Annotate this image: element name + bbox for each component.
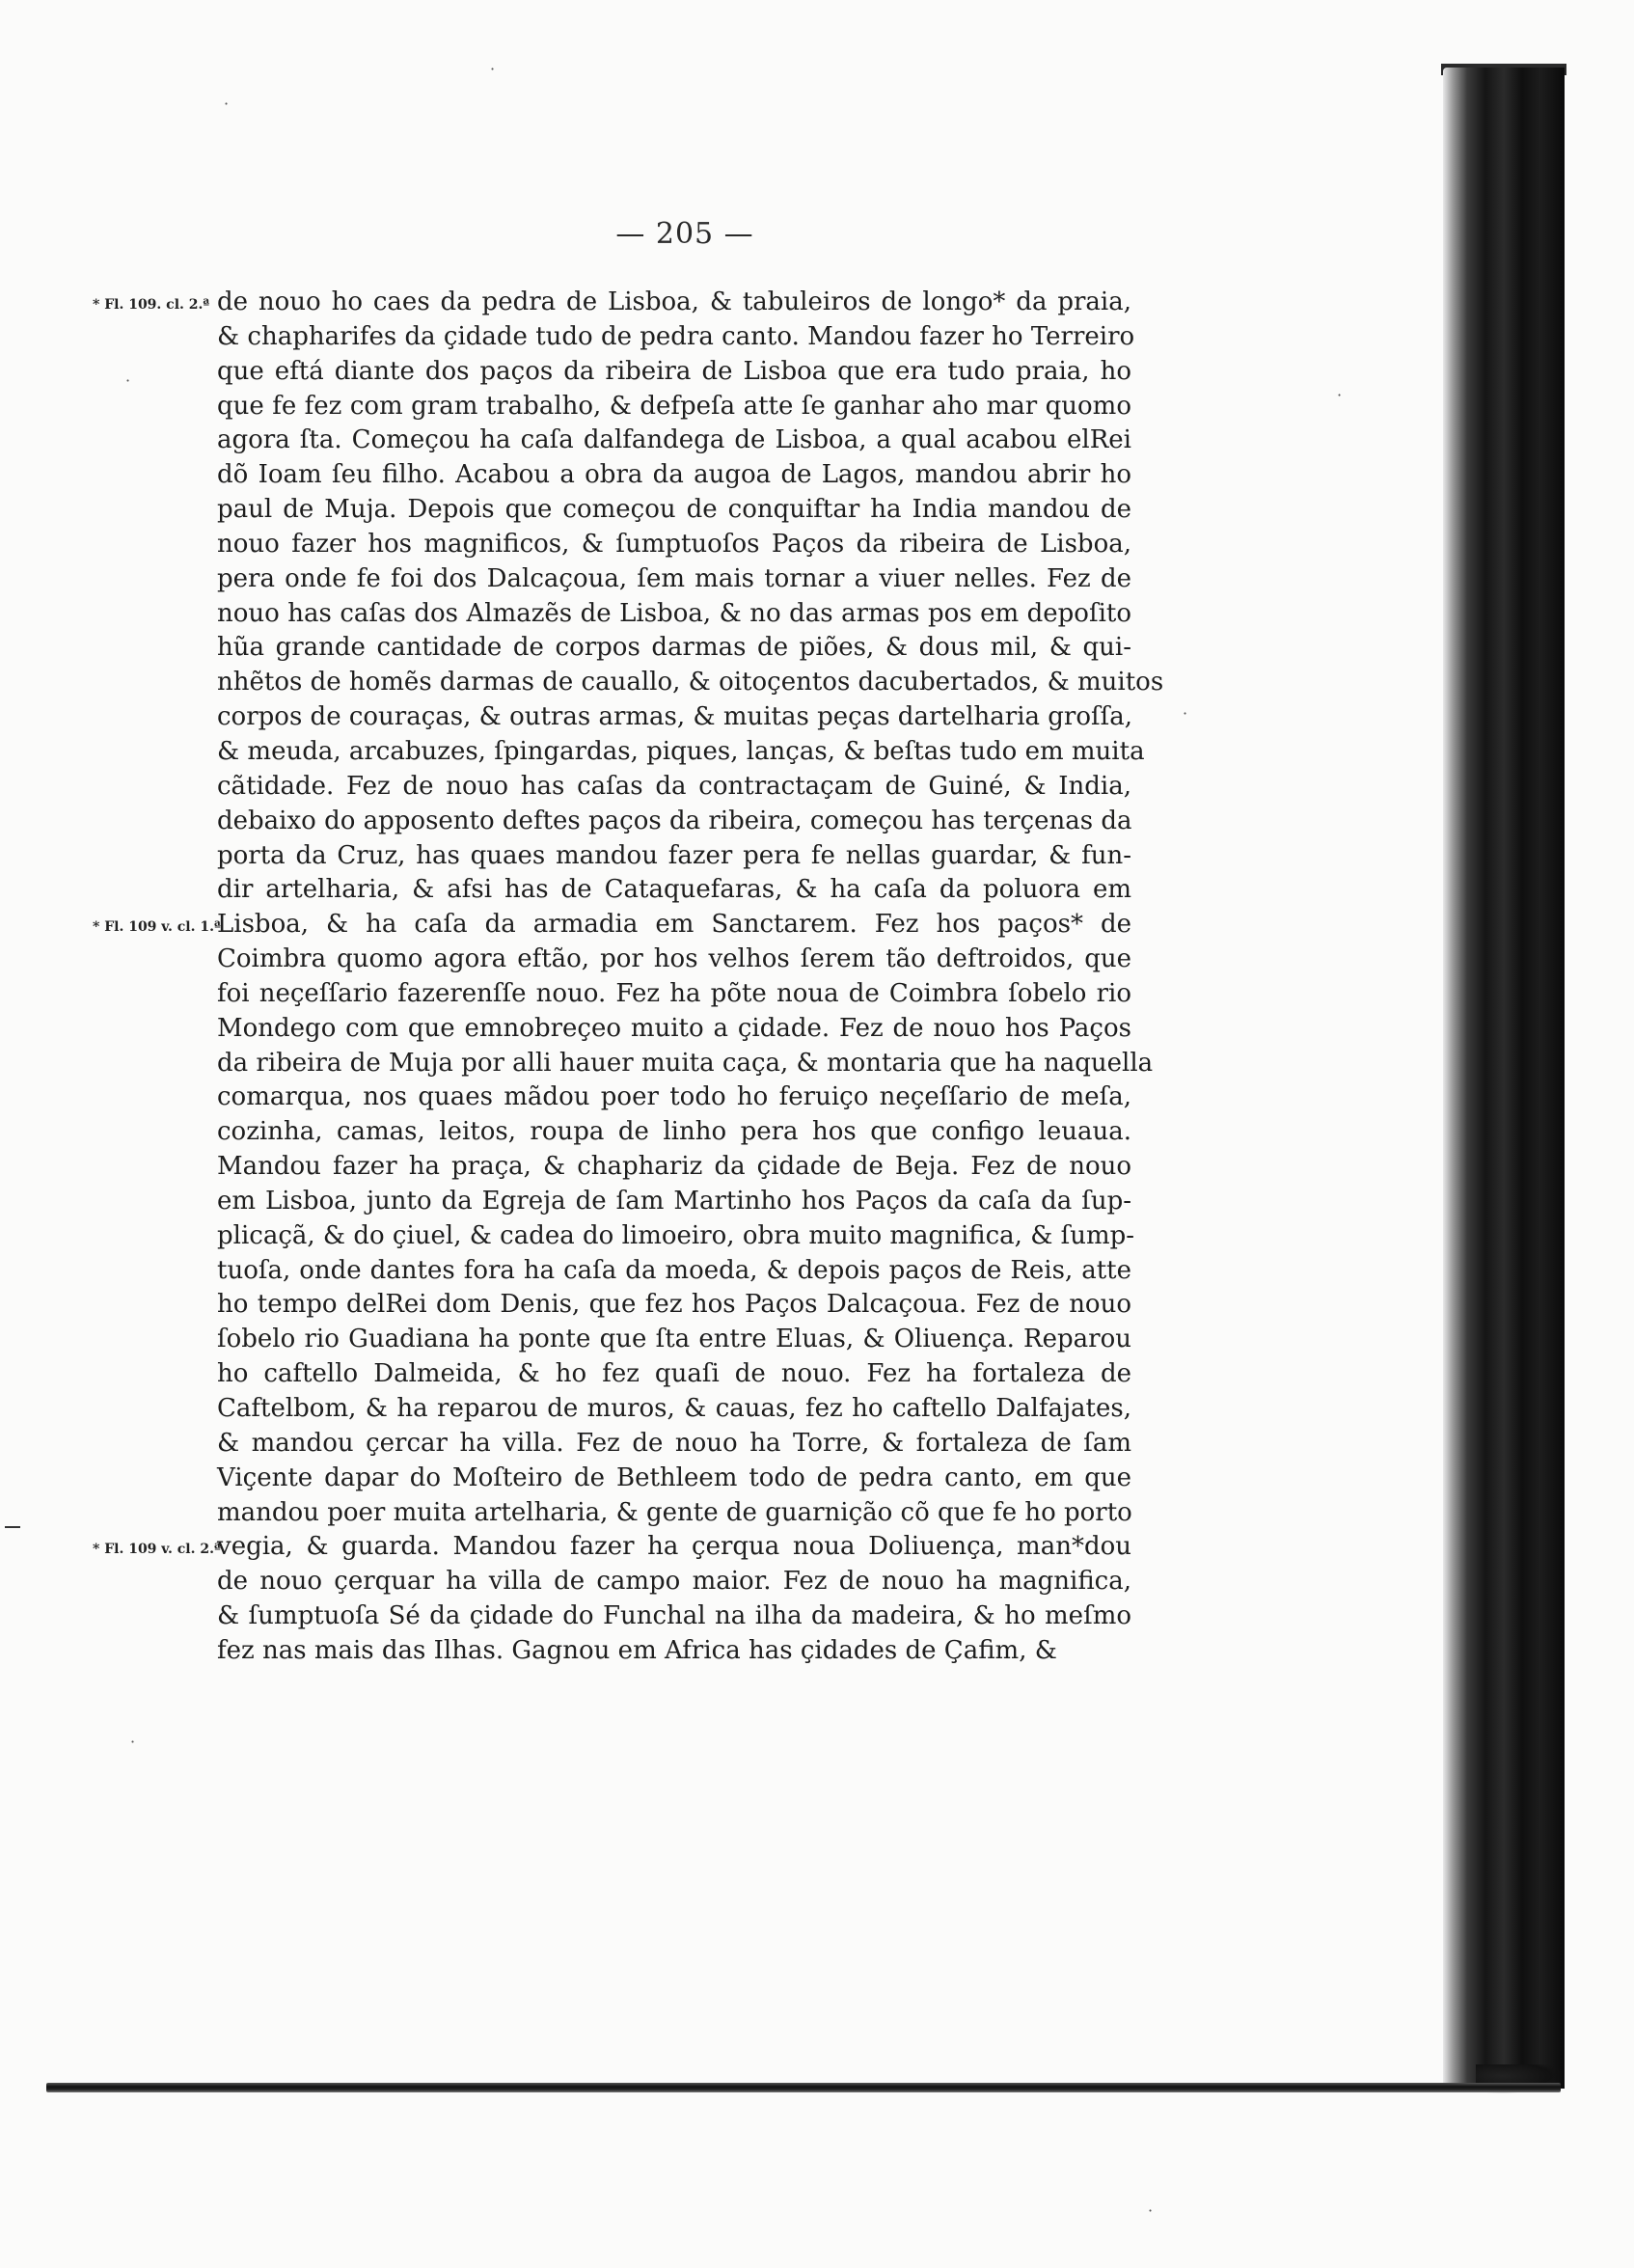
scan-speck: · [1148, 2201, 1154, 2220]
book-binding-edge [1443, 68, 1565, 2089]
body-text [217, 286, 1164, 1669]
bottom-shadow-rule [46, 2083, 1561, 2092]
text-line: hũa grande cantidade de corpos darmas de piões, & dous mil, & qui- [217, 633, 1131, 663]
text-line: agora ſta. Começou ha caſa dalfandega de Lisboa, a qual acabou elRei [217, 425, 1131, 455]
text-line: nouo fazer hos magnificos, & ſumptuoſos Paços da ribeira de Lisboa, [217, 529, 1131, 559]
scan-speck: · [1337, 386, 1343, 404]
text-line: dir artelharia, & afsi has de Cataquefaras, & ha caſa da poluora em [217, 875, 1131, 905]
text-line: vegia, & guarda. Mandou fazer ha çerqua noua Doliuença, man*dou [217, 1532, 1131, 1562]
text-line: que fe fez com gram trabalho, & defpeſa atte ſe ganhar aho mar quomo [217, 391, 1131, 421]
text-line: tuoſa, onde dantes fora ha caſa da moeda, & depois paços de Reis, atte [217, 1255, 1131, 1285]
text-line: Viçente dapar do Moſteiro de Bethleem todo de pedra canto, em que [217, 1462, 1131, 1492]
text-line: Mondego com que emnobreçeo muito a çidade. Fez de nouo hos Paços [217, 1013, 1131, 1043]
text-line: foi neçeſſario fazerenſſe nouo. Fez ha põte noua de Coimbra ſobelo rio [217, 978, 1131, 1008]
text-line: cozinha, camas, leitos, roupa de linho pera hos que configo leuaua. [217, 1117, 1131, 1147]
text-line: corpos de couraças, & outras armas, & muitas peças dartelharia groſſa, [217, 702, 1133, 732]
margin-note-folio: * Fl. 109. cl. 2.ª [93, 297, 210, 313]
text-line: de nouo çerquar ha villa de campo maior. Fez de nouo ha magnifica, [217, 1567, 1131, 1597]
scan-speck: · [130, 1733, 136, 1751]
text-line: & mandou çercar ha villa. Fez de nouo ha Torre, & fortaleza de ſam [217, 1428, 1131, 1458]
text-line: pera onde fe foi dos Dalcaçoua, ſem mais tornar a viuer nelles. Fez de [217, 563, 1131, 593]
text-line: ho caftello Dalmeida, & ho fez quaſi de nouo. Fez ha fortaleza de [217, 1359, 1131, 1389]
text-line: mandou poer muita artelharia, & gente de guarnição cõ que fe ho porto [217, 1497, 1132, 1527]
scan-speck: · [125, 371, 131, 390]
text-line: cãtidade. Fez de nouo has caſas da contractaçam de Guiné, & India, [217, 771, 1131, 801]
scan-speck: · [224, 95, 230, 113]
text-line: & meuda, arcabuzes, ſpingardas, piques, lanças, & beſtas tudo em muita [217, 736, 1145, 766]
text-line: plicaçã, & do çiuel, & cadea do limoeiro, obra muito magnifica, & ſump- [217, 1220, 1135, 1250]
text-line: debaixo do apposento deftes paços da ribeira, começou has terçenas da [217, 806, 1132, 835]
text-line: da ribeira de Muja por alli hauer muita caça, & montaria que ha naquella [217, 1048, 1154, 1078]
text-line: fez nas mais das Ilhas. Gagnou em Africa has çidades de Çafim, & [217, 1635, 1057, 1665]
text-line: paul de Muja. Depois que começou de conquiftar ha India mandou de [217, 495, 1131, 525]
text-line: Coimbra quomo agora eftão, por hos velhos ſerem tão deftroidos, que [217, 944, 1131, 974]
text-line: porta da Cruz, has quaes mandou fazer pera fe nellas guardar, & fun- [217, 840, 1131, 870]
text-line: Mandou fazer ha praça, & chaphariz da çidade de Beja. Fez de nouo [217, 1152, 1131, 1182]
text-line: em Lisboa, junto da Egreja de ſam Martinho hos Paços da caſa da ſup- [217, 1186, 1131, 1216]
text-line: que eftá diante dos paços da ribeira de Lisboa que era tudo praia, ho [217, 356, 1131, 386]
text-line: ſobelo rio Guadiana ha ponte que ſta entre Eluas, & Oliuença. Reparou [217, 1325, 1131, 1354]
scan-speck: · [490, 60, 496, 78]
text-line: & chapharifes da çidade tudo de pedra canto. Mandou fazer ho Terreiro [217, 321, 1135, 351]
text-line: ho tempo delRei dom Denis, que fez hos Paços Dalcaçoua. Fez de nouo [217, 1290, 1131, 1320]
margin-note-folio: * Fl. 109 v. cl. 2.ª [93, 1542, 221, 1557]
scan-speck: · [1183, 704, 1188, 723]
text-line: nhẽtos de homẽs darmas de cauallo, & oitoçentos dacubertados, & muitos [217, 668, 1164, 697]
text-line: nouo has caſas dos Almazẽs de Lisboa, & no das armas pos em depoſito [217, 598, 1131, 628]
text-line: de nouo ho caes da pedra de Lisboa, & tabuleiros de longo* da praia, [217, 287, 1131, 316]
text-line: comarqua, nos quaes mãdou poer todo ho feruiço neçeſſario de meſa, [217, 1082, 1131, 1112]
text-line: & ſumptuoſa Sé da çidade do Funchal na ilha da madeira, & ho meſmo [217, 1601, 1131, 1631]
text-line: Caftelbom, & ha reparou de muros, & cauas, fez ho caftello Dalfajates, [217, 1394, 1131, 1423]
text-line: Lisboa, & ha caſa da armadia em Sanctarem. Fez hos paços* de [217, 910, 1131, 940]
left-margin-tick [5, 1526, 20, 1528]
page-number: — 205 — [615, 217, 754, 251]
margin-note-folio: * Fl. 109 v. cl. 1.ª [93, 919, 221, 935]
text-line: dõ Ioam ſeu filho. Acabou a obra da augoa de Lagos, mandou abrir ho [217, 460, 1131, 490]
